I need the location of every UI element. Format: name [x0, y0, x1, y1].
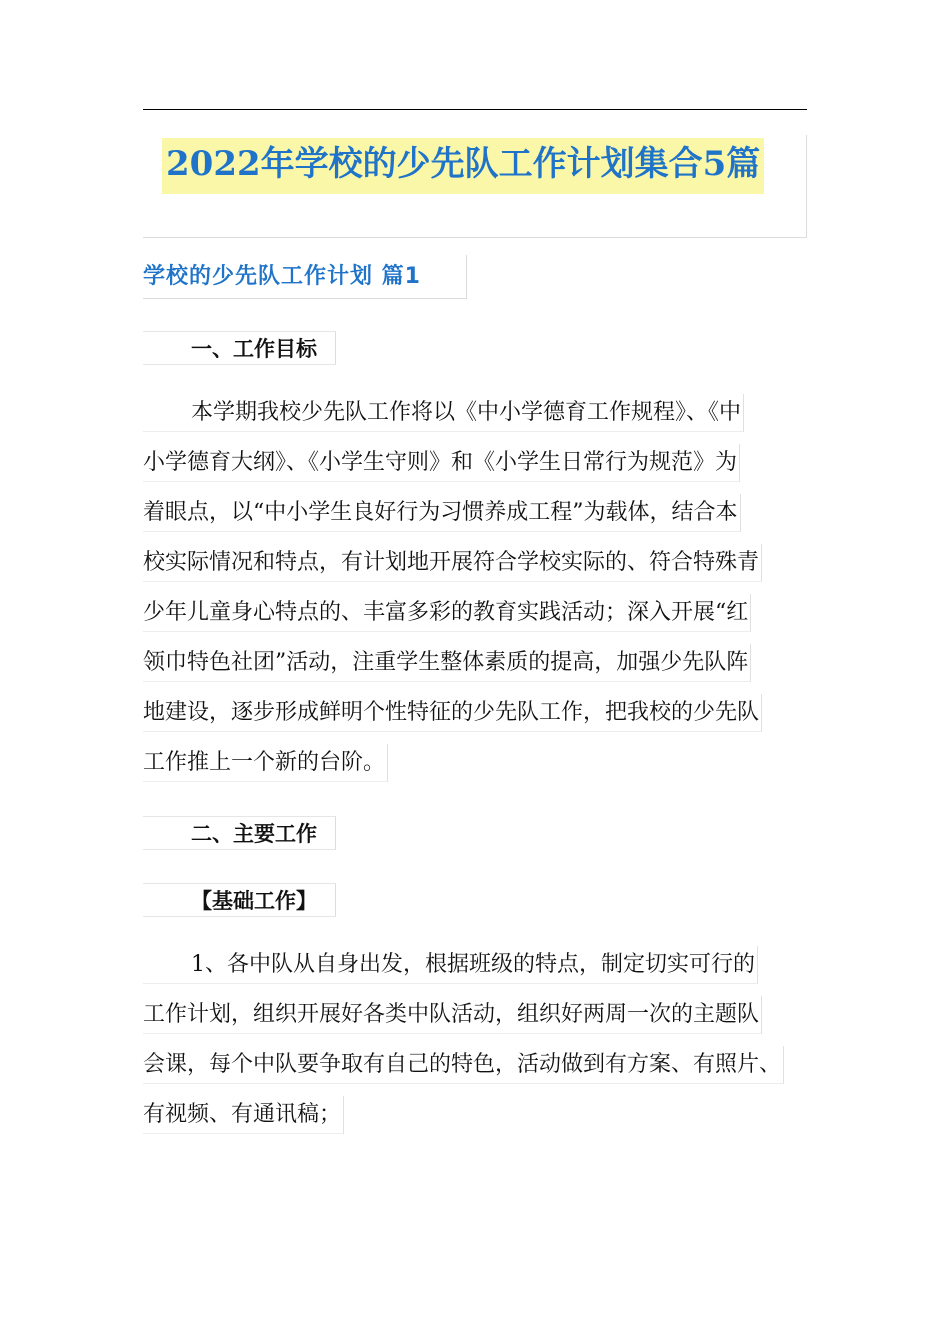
heading-main-work: 二、主要工作: [143, 816, 336, 850]
header-rule: [143, 109, 807, 110]
paragraph-line: 少年儿童身心特点的、丰富多彩的教育实践活动；深入开展“红: [143, 594, 751, 632]
section-heading: 学校的少先队工作计划 篇1: [143, 255, 467, 299]
paragraph-line: 小学德育大纲》、《小学生守则》和《小学生日常行为规范》为: [143, 444, 740, 482]
heading-basic-work: 【基础工作】: [143, 883, 336, 917]
document-title: 2022年学校的少先队工作计划集合5篇: [162, 138, 764, 194]
paragraph-line: 会课，每个中队要争取有自己的特色，活动做到有方案、有照片、: [143, 1046, 784, 1084]
paragraph-line: 工作推上一个新的台阶。: [143, 744, 388, 782]
heading-work-goal: 一、工作目标: [143, 331, 336, 365]
paragraph-line: 着眼点，以“中小学生良好行为习惯养成工程”为载体，结合本: [143, 494, 741, 532]
paragraph-line: 工作计划，组织开展好各类中队活动，组织好两周一次的主题队: [143, 996, 762, 1034]
paragraph-line: 本学期我校少先队工作将以《中小学德育工作规程》、《中: [143, 394, 744, 432]
paragraph-line: 领巾特色社团”活动，注重学生整体素质的提高，加强少先队阵: [143, 644, 751, 682]
paragraph-line: 地建设，逐步形成鲜明个性特征的少先队工作，把我校的少先队: [143, 694, 762, 732]
paragraph-line: 校实际情况和特点，有计划地开展符合学校实际的、符合特殊青: [143, 544, 762, 582]
paragraph-line: 1、各中队从自身出发，根据班级的特点，制定切实可行的: [143, 946, 758, 984]
paragraph-line: 有视频、有通讯稿；: [143, 1096, 344, 1134]
